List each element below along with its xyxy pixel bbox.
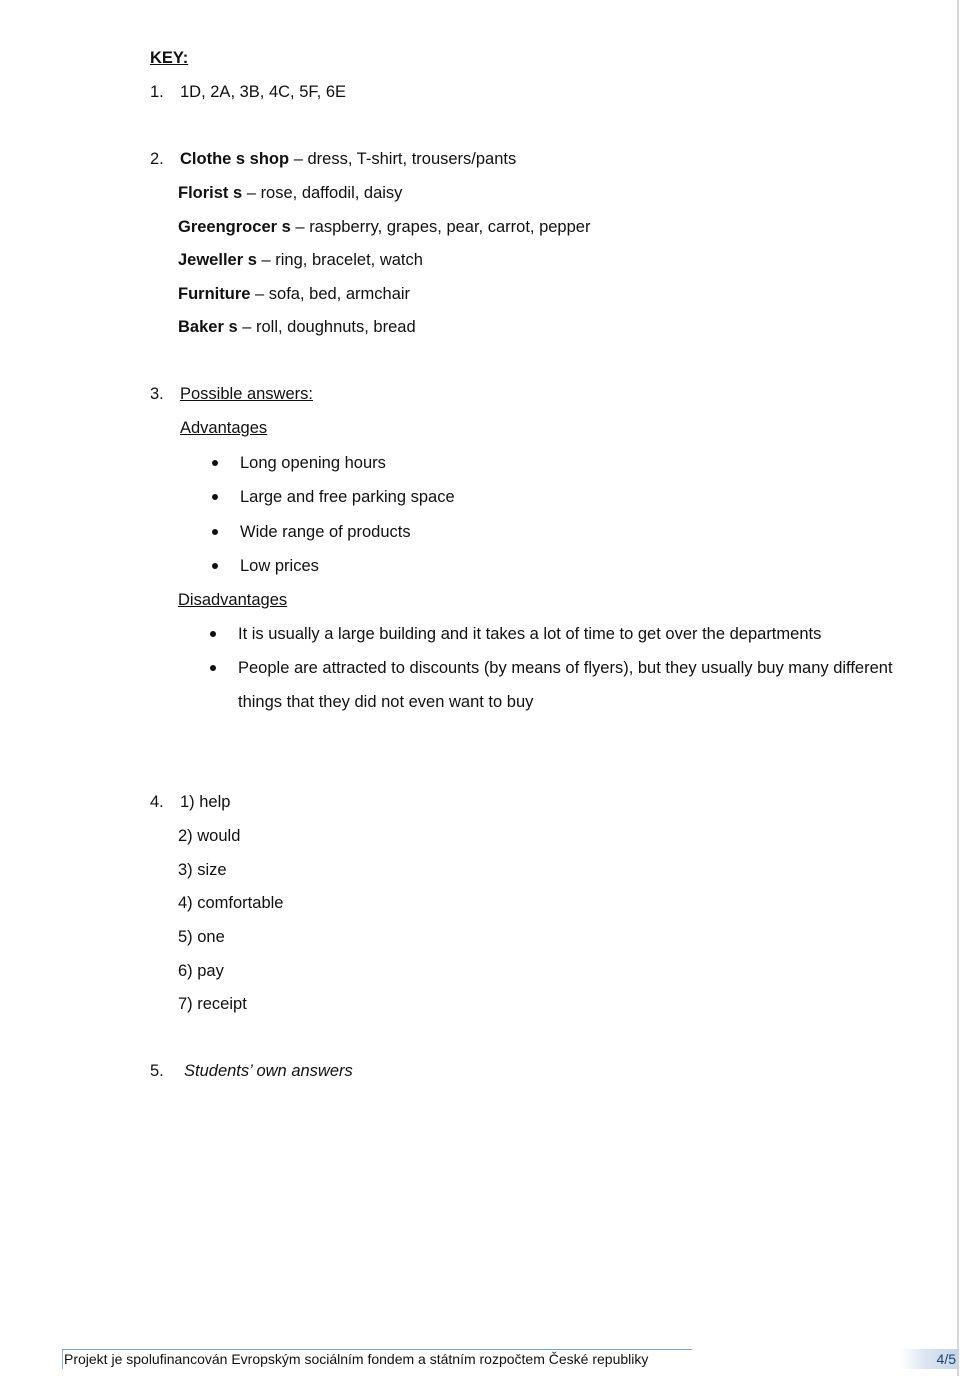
shop-name: Clothe s shop [180,150,290,168]
q4-answer: 3) size [178,861,227,879]
bullet-icon [210,631,216,637]
footer-text: Projekt je spolufinancován Evropským sociálním fondem a státním rozpočtem České republiky [64,1351,649,1367]
bullet-icon [212,529,218,535]
shop-name: Greengrocer s [178,218,291,236]
dash: – [293,150,303,168]
page-edge [957,0,959,1376]
q2-number: 2. [150,150,164,168]
q4-answer: 5) one [178,928,225,946]
shop-row [178,217,590,237]
footer [62,1349,958,1369]
dash: – [295,218,305,236]
disadvantage-item: It is usually a large building and it takes a lot of time to get over the departments [238,625,822,643]
shop-goods: sofa, bed, armchair [268,285,411,303]
shop-name: Baker s [178,318,238,336]
shop-goods: raspberry, grapes, pear, carrot, pepper [309,218,591,236]
q1-answer: 1D, 2A, 3B, 4C, 5F, 6E [180,83,346,101]
dash: – [261,251,271,269]
shop-row [178,317,416,337]
advantages-label: Advantages [180,419,268,437]
advantage-item: Large and free parking space [240,488,455,506]
key-title: KEY: [150,49,189,67]
disadvantages-label: Disadvantages [178,591,288,609]
shop-goods: dress, T-shirt, trousers/pants [307,150,517,168]
disadvantage-item-continuation: things that they did not even want to buy [238,693,534,711]
q4-answer: 7) receipt [178,995,247,1013]
shop-row [180,149,516,169]
disadvantage-item: People are attracted to discounts (by means of flyers), but they usually buy many different [238,659,893,677]
q4-answer: 1) help [180,793,231,811]
advantage-item: Low prices [240,557,319,575]
q3-number: 3. [150,385,164,403]
q5-answer: Students’ own answers [184,1062,353,1080]
bullet-icon [212,460,218,466]
shop-goods: roll, doughnuts, bread [256,318,416,336]
shop-goods: rose, daffodil, daisy [260,184,403,202]
q5-number: 5. [150,1062,164,1080]
q4-answer: 4) comfortable [178,894,284,912]
q4-answer: 2) would [178,827,241,845]
shop-row [178,284,410,304]
advantage-item: Wide range of products [240,523,411,541]
q4-answer: 6) pay [178,962,224,980]
shop-name: Jeweller s [178,251,257,269]
dash: – [255,285,265,303]
dash: – [242,318,252,336]
bullet-icon [212,563,218,569]
bullet-icon [212,494,218,500]
shop-goods: ring, bracelet, watch [275,251,423,269]
q4-number: 4. [150,793,164,811]
shop-row [178,250,423,270]
shop-row [178,183,402,203]
q3-heading: Possible answers: [180,385,313,403]
shop-name: Furniture [178,285,251,303]
page-number: 4/5 [936,1351,956,1367]
dash: – [246,184,256,202]
footer-page-box [900,1349,958,1369]
bullet-icon [210,665,216,671]
advantage-item: Long opening hours [240,454,386,472]
shop-name: Florist s [178,184,243,202]
q1-number: 1. [150,83,164,101]
